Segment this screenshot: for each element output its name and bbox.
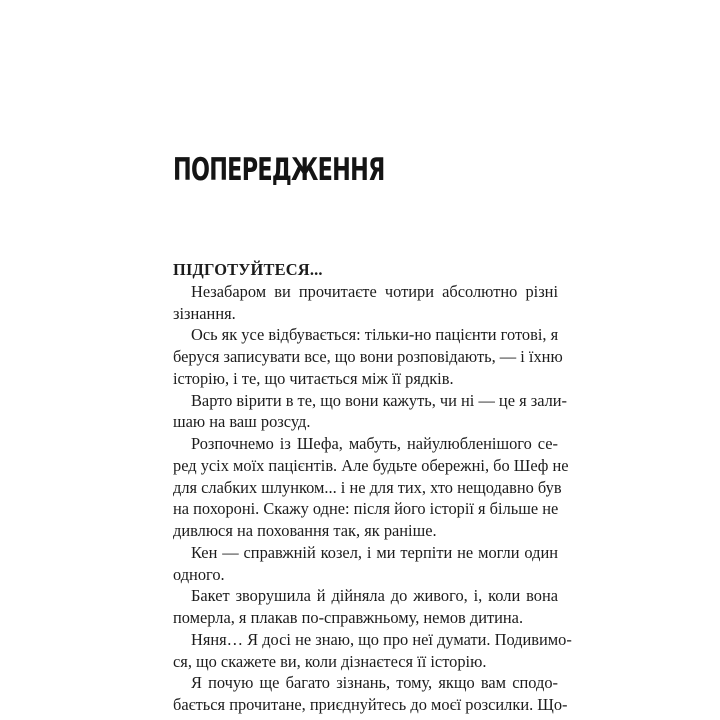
text-line: Я почую ще багато зізнань, тому, якщо вам сподо- (191, 673, 558, 693)
section-heading: ПІДГОТУЙТЕСЯ... (173, 260, 323, 279)
text-line: Бакет зворушила й дійняла до живого, і, коли вона (191, 586, 558, 606)
text-line: дивлюся на поховання так, як раніше. (173, 521, 437, 540)
text-line: Кен — справжній козел, і ми терпіти не могли один (191, 542, 558, 562)
text-line: Варто вірити в те, що вони кажуть, чи ні — це я зали- (191, 390, 568, 410)
text-line: шаю на ваш розсуд. (173, 412, 311, 432)
text-line: Няня… Я досі не знаю, що про неї думати. Подивимо- (191, 629, 572, 649)
text-line: одного. (173, 564, 225, 584)
text-line: на похороні. Скажу одне: після його історії я більше не (173, 499, 559, 519)
text-line: ся, що скажете ви, коли дізнаєтеся її історію. (173, 651, 487, 671)
paragraph-lines (173, 281, 572, 716)
text-line: історію, і те, що читається між її рядків. (173, 368, 454, 388)
text-line: Ось як усе відбувається: тільки-но пацієнти готові, я (191, 325, 559, 345)
text-line: зізнання. (173, 303, 236, 323)
text-line: бається прочитане, приєднуйтесь до моєї розсилки. Що- (173, 695, 568, 714)
chapter-title: ПОПЕРЕДЖЕННЯ (173, 152, 385, 188)
body-text (173, 259, 572, 716)
text-line: ред усіх моїх пацієнтів. Але будьте обережні, бо Шеф не (173, 455, 569, 475)
text-line: померла, я плакав по-справжньому, немов дитина. (173, 608, 524, 627)
text-line: для слабких шлунком... і не для тих, хто нещодавно був (173, 477, 562, 497)
text-line: Незабаром ви прочитаєте чотири абсолютно різні (191, 281, 558, 301)
text-line: Розпочнемо із Шефа, мабуть, найулюбленішого се- (191, 434, 558, 453)
text-line: беруся записувати все, що вони розповідають, — і їхню (173, 347, 563, 366)
